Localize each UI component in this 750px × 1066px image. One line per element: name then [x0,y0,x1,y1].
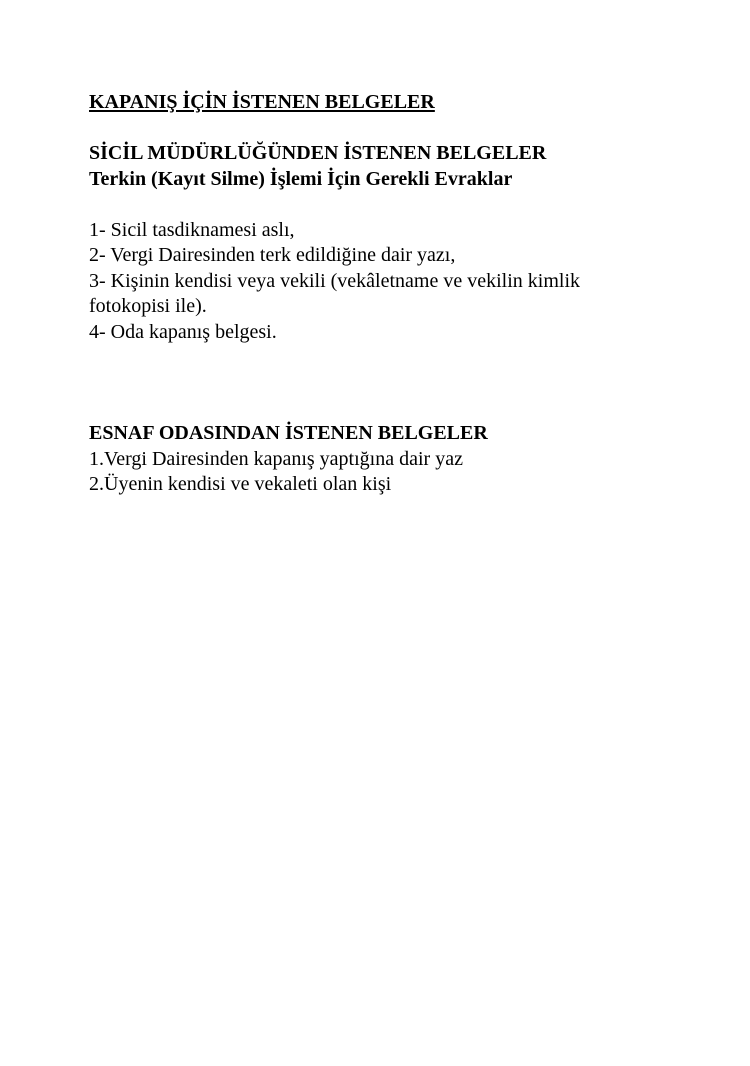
document-page [89,90,709,498]
spacer [89,345,709,421]
list-item-continuation: fotokopisi ile). [89,295,207,317]
esnaf-section-heading: ESNAF ODASINDAN İSTENEN BELGELER [89,422,488,444]
list-item: 1- Sicil tasdiknamesi aslı, [89,218,295,241]
main-title: KAPANIŞ İÇİN İSTENEN BELGELER [89,91,435,113]
list-item: 2- Vergi Dairesinden terk edildiğine dair yazı, [89,244,456,266]
list-item: 3- Kişinin kendisi veya vekili (vekâletname ve vekilin kimlik [89,269,580,292]
sicil-section-subheading: Terkin (Kayıt Silme) İşlemi İçin Gerekli Evraklar [89,167,513,190]
sicil-document-list [89,218,709,346]
spacer [89,192,709,218]
sicil-section-heading: SİCİL MÜDÜRLÜĞÜNDEN İSTENEN BELGELER [89,142,547,164]
list-item: 1.Vergi Dairesinden kapanış yaptığına dair yaz [89,447,463,470]
list-item: 2.Üyenin kendisi ve vekaleti olan kişi [89,473,392,495]
list-item: 4- Oda kapanış belgesi. [89,320,277,343]
spacer [89,116,709,142]
esnaf-document-list [89,447,709,498]
